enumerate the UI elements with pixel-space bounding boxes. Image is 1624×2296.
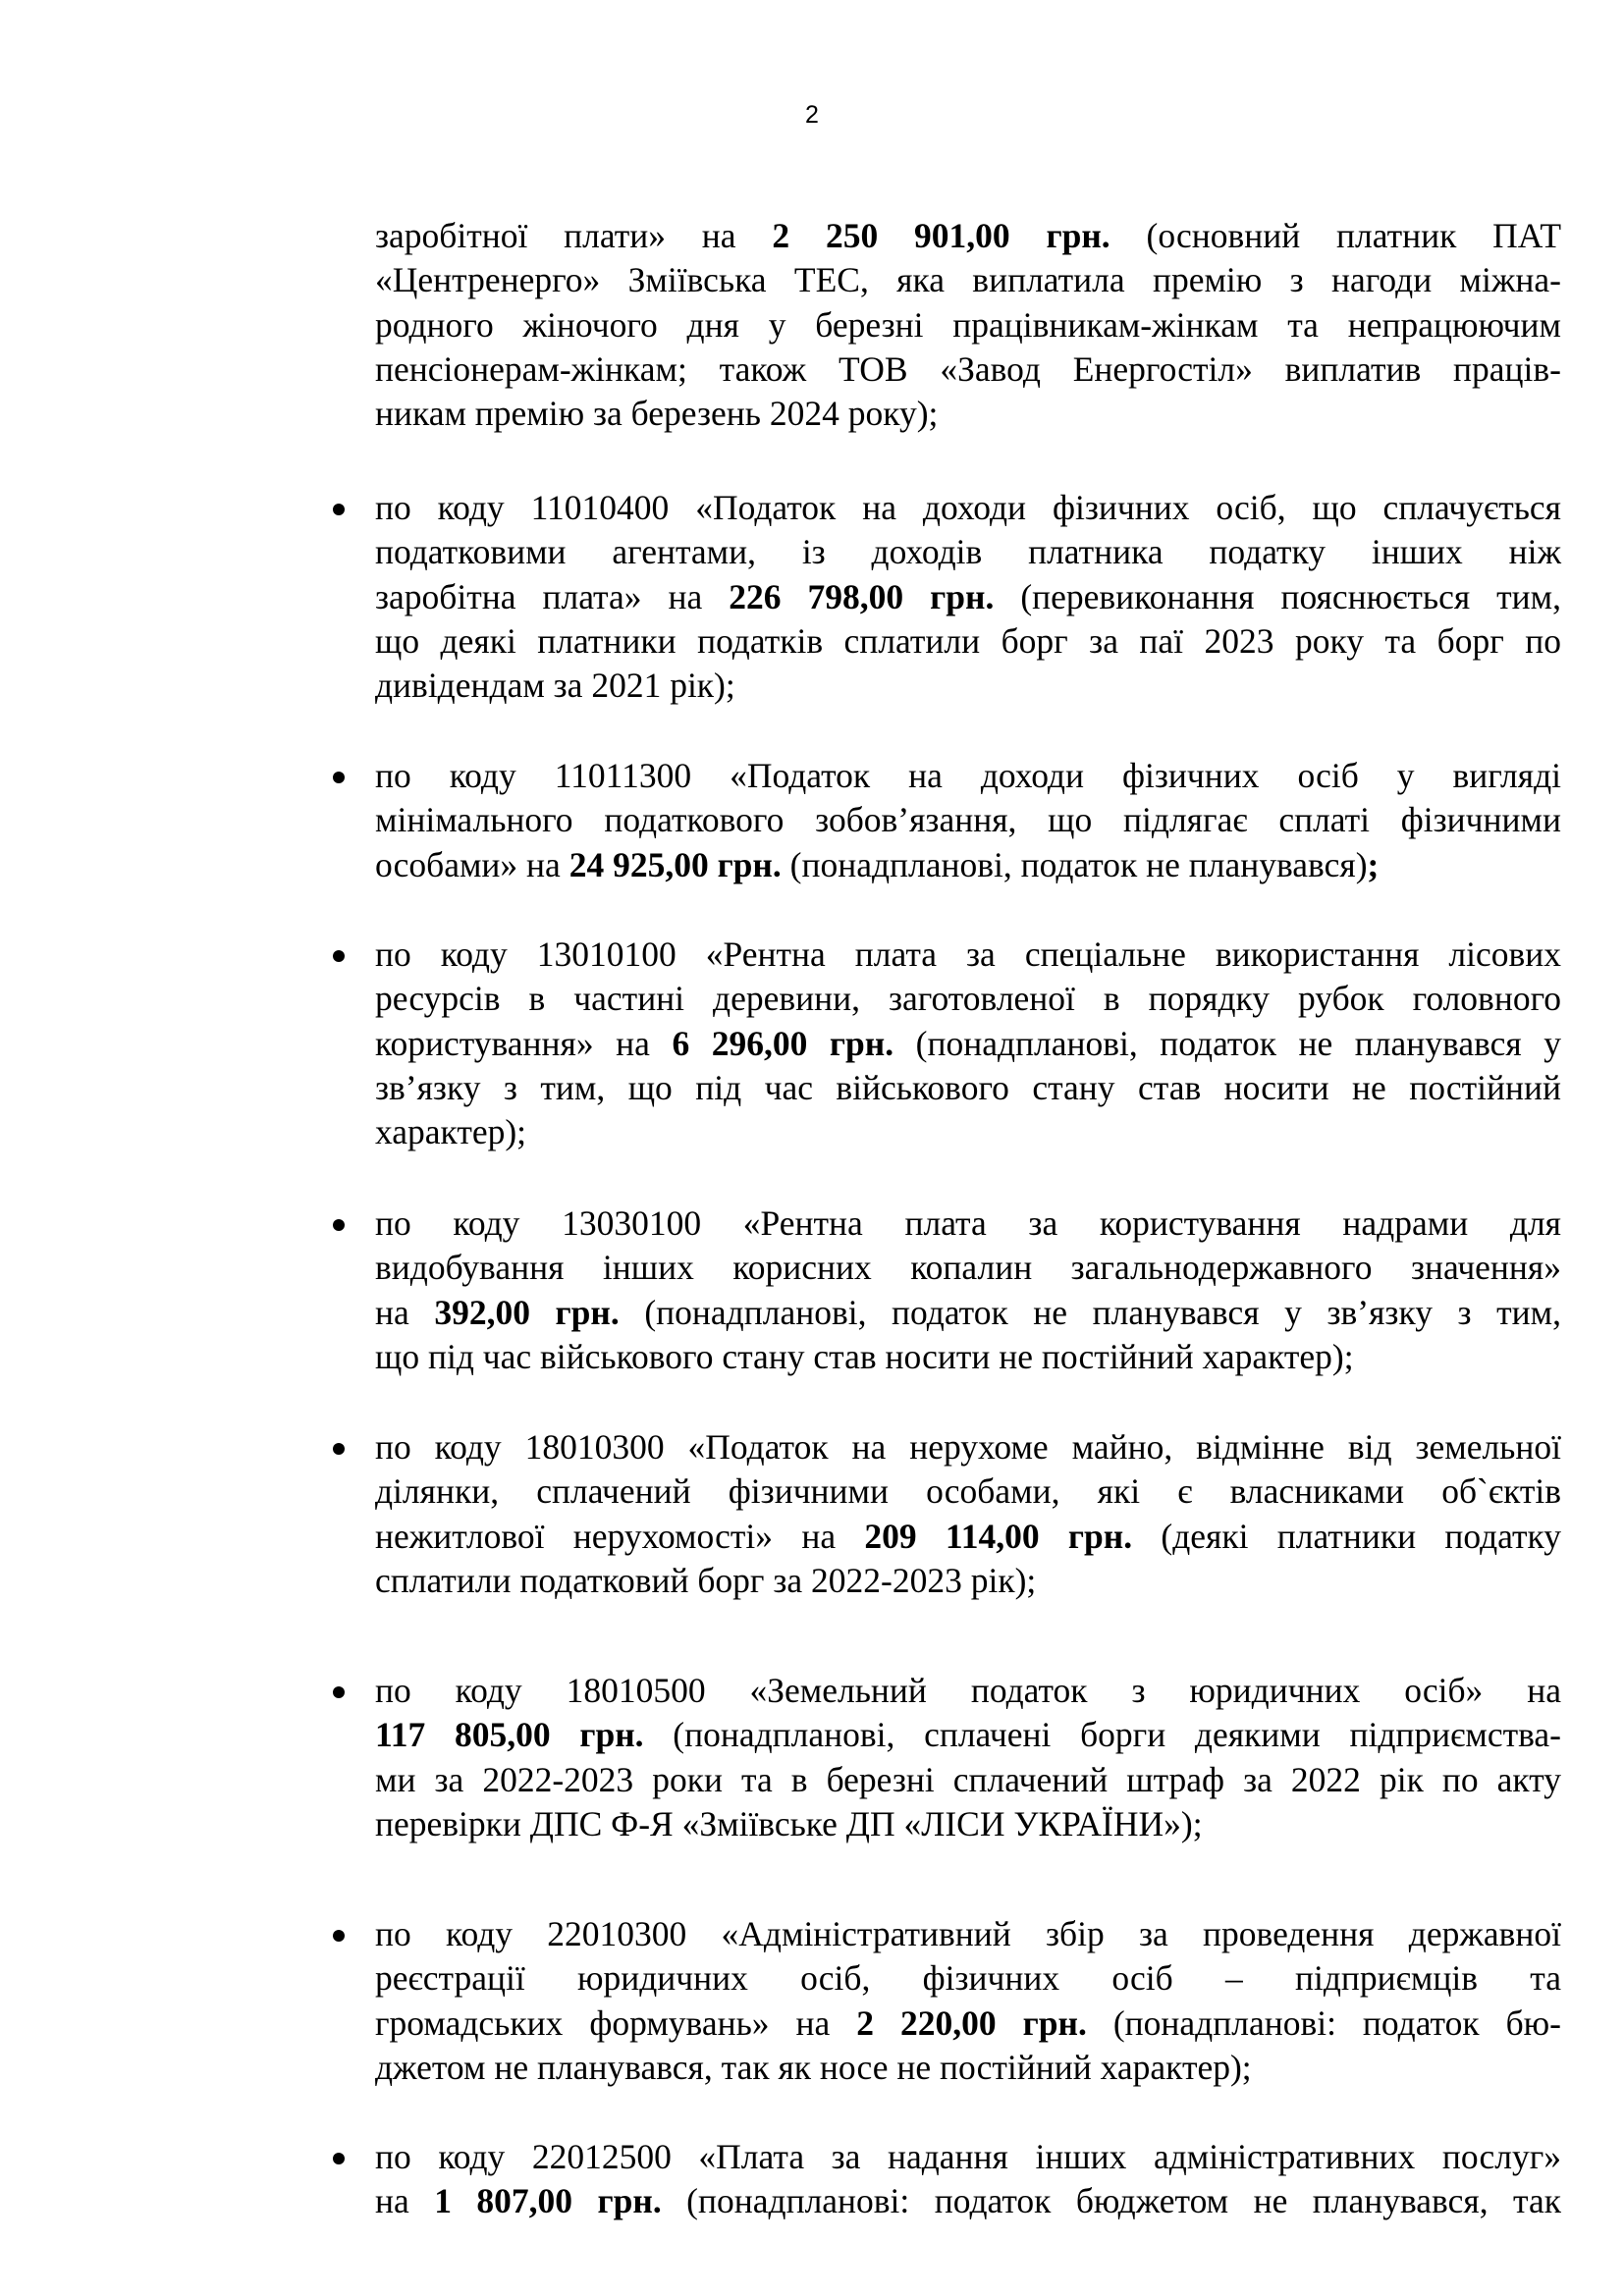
list-item-18010500 xyxy=(375,1669,1561,1846)
text-line: видобування інших корисних копалин загальнодержавного значення» xyxy=(375,1248,1561,1288)
text-line: джетом не планувався, так як носе не постійний характер); xyxy=(375,2047,1252,2087)
text-line: реєстрації юридичних осіб, фізичних осіб – підприємців та xyxy=(375,1958,1561,1999)
list-item-11011300 xyxy=(375,754,1561,887)
text-line: 117 805,00 грн. (понадпланові, сплачені борги деякими підприємства- xyxy=(375,1715,1562,1755)
list-item-18010300 xyxy=(375,1425,1561,1603)
text-line: пенсіонерам-жінкам; також ТОВ «Завод Енергостіл» виплатив праців- xyxy=(375,348,1561,389)
bullet-icon xyxy=(333,772,345,783)
text-line: дивідендам за 2021 рік); xyxy=(375,666,735,706)
bullet-icon xyxy=(333,2153,345,2164)
text-line: по коду 18010500 «Земельний податок з юридичних осіб» на xyxy=(375,1671,1561,1710)
amount: 2 250 901,00 грн. xyxy=(772,216,1110,255)
text-line: мінімального податкового зобов’язання, що підлягає сплаті фізичними xyxy=(375,800,1561,840)
list-item-22010300 xyxy=(375,1912,1561,2090)
bullet-icon xyxy=(333,1930,345,1942)
text-line: по коду 13030100 «Рентна плата за користування надрами для xyxy=(375,1203,1561,1243)
text-line: особами» на 24 925,00 грн. (понадпланові, податок не планувався); xyxy=(375,844,1380,884)
text-line: громадських формувань» на 2 220,00 грн. (понадпланові: податок бю- xyxy=(375,2002,1561,2043)
text-line: по коду 18010300 «Податок на нерухоме майно, відмінне від земельної xyxy=(375,1427,1561,1467)
text-line: заробітної плати» на 2 250 901,00 грн. (основний платник ПАТ xyxy=(375,216,1561,255)
text-line: податковими агентами, із доходів платника податку інших ніж xyxy=(375,532,1561,572)
bullet-icon xyxy=(333,1443,345,1455)
text-line: родного жіночого дня у березні працівникам-жінкам та непрацюючим xyxy=(375,304,1561,345)
amount: 1 807,00 грн. xyxy=(434,2181,662,2221)
amount: 117 805,00 грн. xyxy=(375,1715,644,1755)
bullet-icon xyxy=(333,1686,345,1698)
text-line: на 392,00 грн. (понадпланові, податок не планувався у зв’язку з тим, xyxy=(375,1292,1561,1332)
amount: 209 114,00 грн. xyxy=(864,1516,1133,1556)
text-line: заробітна плата» на 226 798,00 грн. (перевиконання пояснюється тим, xyxy=(375,576,1562,616)
list-item-13030100 xyxy=(375,1201,1561,1379)
amount: 6 296,00 грн. xyxy=(672,1023,894,1063)
text-line: по коду 11010400 «Податок на доходи фізичних осіб, що сплачується xyxy=(375,488,1561,527)
text-line: характер); xyxy=(375,1112,527,1152)
text-line: перевірки ДПС Ф-Я «Зміївське ДП «ЛІСИ УКРАЇНИ»); xyxy=(375,1803,1203,1843)
intro-paragraph xyxy=(375,214,1561,436)
text-line: користування» на 6 296,00 грн. (понадпланові, податок не планувався у xyxy=(375,1023,1562,1063)
text-line: сплатили податковий борг за 2022-2023 рік); xyxy=(375,1560,1037,1600)
list-item-22012500 xyxy=(375,2135,1561,2224)
list-item-11010400 xyxy=(375,486,1561,708)
text-line: ресурсів в частині деревини, заготовленої в порядку рубок головного xyxy=(375,979,1561,1019)
text-line: по коду 13010100 «Рентна плата за спеціальне використання лісових xyxy=(375,934,1561,974)
bullet-icon xyxy=(333,504,345,515)
amount: 24 925,00 грн. xyxy=(568,844,782,884)
bullet-icon xyxy=(333,950,345,962)
text-line: никам премію за березень 2024 року); xyxy=(375,394,939,434)
list-item-13010100 xyxy=(375,933,1561,1154)
text-line: по коду 22012500 «Плата за надання інших адміністративних послуг» xyxy=(375,2137,1561,2176)
text-line: що під час військового стану став носити не постійний характер); xyxy=(375,1336,1354,1376)
text-line: ділянки, сплачений фізичними особами, які є власниками об`єктів xyxy=(375,1471,1561,1512)
amount: 2 220,00 грн. xyxy=(856,2002,1087,2043)
bullet-icon xyxy=(333,1219,345,1231)
text-line: по коду 22010300 «Адміністративний збір за проведення державної xyxy=(375,1914,1561,1953)
amount: 392,00 грн. xyxy=(434,1292,620,1332)
text-line: ми за 2022-2023 роки та в березні сплачений штраф за 2022 рік по акту xyxy=(375,1759,1561,1799)
text-line: зв’язку з тим, що під час військового стану став носити не постійний xyxy=(375,1067,1561,1107)
text-line: по коду 11011300 «Податок на доходи фізичних осіб у вигляді xyxy=(375,756,1561,795)
page-number: 2 xyxy=(805,101,819,129)
text-line: нежитлової нерухомості» на 209 114,00 грн. (деякі платники податку xyxy=(375,1516,1561,1556)
amount: 226 798,00 грн. xyxy=(729,576,995,616)
text-line: «Центренерго» Зміївська ТЕС, яка виплатила премію з нагоди міжна- xyxy=(375,260,1561,300)
text-line: що деякі платники податків сплатили борг за паї 2023 року та борг по xyxy=(375,620,1561,661)
text-line: на 1 807,00 грн. (понадпланові: податок бюджетом не планувався, так xyxy=(375,2181,1561,2221)
